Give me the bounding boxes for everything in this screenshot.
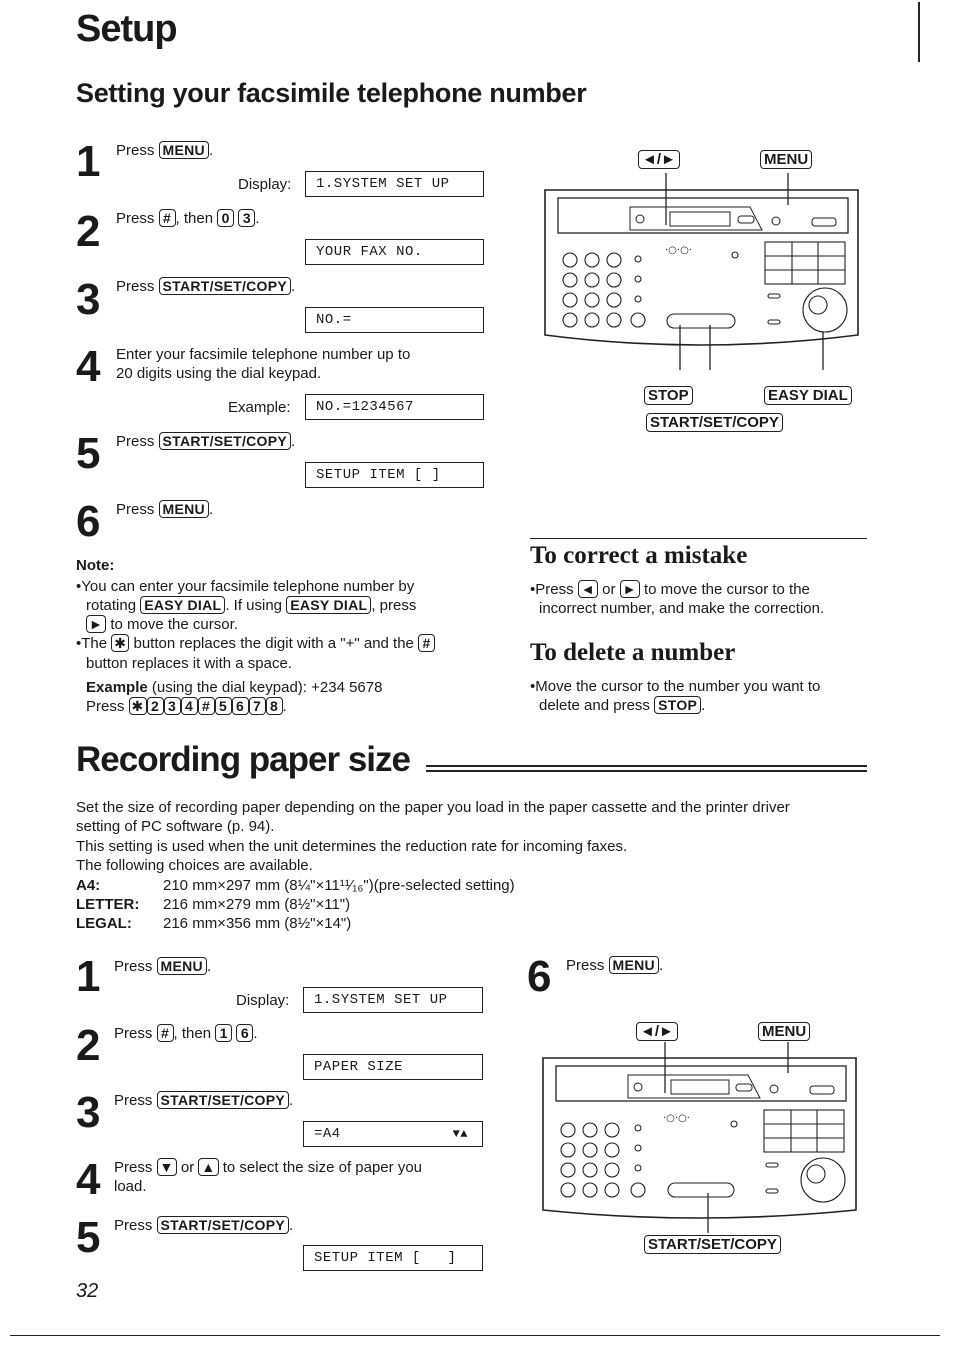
page-title: Setup — [76, 8, 177, 50]
page-number: 32 — [76, 1280, 99, 1302]
lcd-display: 1.SYSTEM SET UP — [303, 987, 483, 1013]
stop-key-label: STOP — [644, 386, 693, 405]
intro-line: The following choices are available. — [76, 857, 313, 874]
lcd-display: SETUP ITEM [ ] — [305, 462, 484, 488]
lcd-display: YOUR FAX NO. — [305, 239, 484, 265]
step-instruction: Press MENU . — [566, 957, 664, 974]
example-key: 8 — [266, 697, 283, 715]
note-bullet-2-line-1: •The ✱ button replaces the digit with a "+" and the # — [76, 634, 435, 653]
step-instruction: Press # , then 1 6 . — [114, 1025, 258, 1042]
menu-key: MENU — [609, 956, 659, 974]
size-value: 216 mm×279 mm (8½"×11") — [163, 896, 351, 913]
note-label: Note: — [76, 557, 115, 574]
example-key: 2 — [147, 697, 164, 715]
step-instruction: Press START/SET/COPY . — [114, 1092, 294, 1109]
left-right-arrow-keys: ◄/► — [638, 150, 680, 169]
svg-text:·○·○·: ·○·○· — [663, 1113, 690, 1124]
example-key: 3 — [164, 697, 181, 715]
step-number: 1 — [76, 137, 101, 186]
start-set-copy-key-label: START/SET/COPY — [644, 1235, 781, 1254]
size-value: 210 mm×297 mm (8¼"×11¹¹⁄₁₆")(pre-selected setting) — [163, 877, 515, 894]
note-bullet-1-line-2: rotating EASY DIAL . If using EASY DIAL , press — [86, 597, 417, 614]
step-instruction: Press # , then 0 3 . — [116, 210, 260, 227]
menu-key-label: MENU — [758, 1022, 810, 1041]
step-instruction-line: 20 digits using the dial keypad. — [116, 365, 322, 382]
size-name: LETTER: — [76, 896, 140, 913]
step-number: 2 — [76, 207, 101, 256]
example-key: # — [198, 697, 215, 715]
easy-dial-key: EASY DIAL — [286, 596, 371, 614]
intro-line: Set the size of recording paper depending on the paper you load in the paper cassette and the printer driver — [76, 799, 790, 816]
intro-line: This setting is used when the unit determines the reduction rate for incoming faxes. — [76, 838, 628, 855]
digit-key: 0 — [217, 209, 234, 227]
digit-key: 3 — [238, 209, 255, 227]
down-arrow-key: ▼ — [157, 1158, 177, 1176]
lcd-display: =A4 ▼▲ — [303, 1121, 483, 1147]
menu-key: MENU — [157, 957, 207, 975]
correct-mistake-heading: To correct a mistake — [530, 542, 748, 569]
delete-number-line-2: delete and press STOP . — [539, 697, 706, 714]
delete-number-line-1: •Move the cursor to the number you want to — [530, 678, 821, 695]
display-label: Display: — [236, 992, 290, 1009]
step-instruction: Press MENU . — [114, 958, 212, 975]
step-number: 6 — [527, 952, 552, 1001]
correct-mistake-line-2: incorrect number, and make the correction. — [539, 600, 825, 617]
example-key: 5 — [215, 697, 232, 715]
size-name: A4: — [76, 877, 101, 894]
easy-dial-key-label: EASY DIAL — [764, 386, 852, 405]
up-arrow-key: ▲ — [198, 1158, 218, 1176]
lcd-display: PAPER SIZE — [303, 1054, 483, 1080]
left-right-arrow-keys: ◄/► — [636, 1022, 678, 1041]
section-divider — [530, 538, 867, 539]
digit-key: 6 — [236, 1024, 253, 1042]
step-number: 4 — [76, 1155, 101, 1204]
intro-line: setting of PC software (p. 94). — [76, 818, 275, 835]
title-double-rule — [426, 765, 867, 772]
example-key: 6 — [232, 697, 249, 715]
stop-key: STOP — [654, 696, 701, 714]
correct-mistake-line-1: •Press ◄ or ► to move the cursor to the — [530, 581, 810, 598]
lcd-display: SETUP ITEM [ ] — [303, 1245, 483, 1271]
step-instruction: Press START/SET/COPY . — [116, 278, 296, 295]
header-margin-rule — [918, 2, 920, 62]
star-key-icon: ✱ — [111, 634, 129, 652]
example-key: 4 — [181, 697, 198, 715]
hash-key-icon: # — [418, 634, 435, 652]
step-instruction-line: load. — [114, 1178, 147, 1195]
menu-key: MENU — [159, 141, 209, 159]
start-set-copy-key: START/SET/COPY — [157, 1091, 290, 1109]
display-label: Display: — [238, 176, 292, 193]
start-set-copy-key-label: START/SET/COPY — [646, 413, 783, 432]
step-instruction: Press START/SET/COPY . — [116, 433, 296, 450]
size-name: LEGAL: — [76, 915, 132, 932]
lcd-up-down-arrows: ▼▲ — [452, 1127, 468, 1141]
example-key: 7 — [249, 697, 266, 715]
note-bullet-1-line-1: •You can enter your facsimile telephone number by — [76, 578, 415, 595]
step-number: 3 — [76, 1088, 101, 1137]
step-number: 2 — [76, 1021, 101, 1070]
step-number: 6 — [76, 497, 101, 546]
left-arrow-key-icon: ◄ — [578, 580, 598, 598]
digit-key: 1 — [215, 1024, 232, 1042]
hash-key: # — [157, 1024, 174, 1042]
lcd-display: 1.SYSTEM SET UP — [305, 171, 484, 197]
right-arrow-key-icon: ► — [86, 615, 106, 633]
step-number: 1 — [76, 952, 101, 1001]
step-instruction: Press START/SET/COPY . — [114, 1217, 294, 1234]
step-instruction-line: Enter your facsimile telephone number up to — [116, 346, 411, 363]
lcd-display: NO.= — [305, 307, 484, 333]
step-number: 5 — [76, 429, 101, 478]
step-number: 3 — [76, 275, 101, 324]
menu-key: MENU — [159, 500, 209, 518]
hash-key: # — [159, 209, 176, 227]
section-title-paper-size: Recording paper size — [76, 740, 410, 779]
fax-machine-panel-illustration — [540, 165, 865, 370]
start-set-copy-key: START/SET/COPY — [159, 432, 292, 450]
footer-rule — [10, 1335, 940, 1336]
svg-text:·○·○·: ·○·○· — [665, 245, 692, 256]
note-bullet-1-line-3: ► to move the cursor. — [86, 615, 238, 634]
example-key: ✱ — [129, 697, 147, 715]
easy-dial-key: EASY DIAL — [140, 596, 225, 614]
note-example-keys: Press ✱ 2 3 4 # 5 6 7 8 . — [86, 698, 287, 715]
delete-number-heading: To delete a number — [530, 639, 736, 666]
lcd-display: NO.=1234567 — [305, 394, 484, 420]
start-set-copy-key: START/SET/COPY — [159, 277, 292, 295]
note-bullet-2-line-2: button replaces it with a space. — [86, 655, 292, 672]
step-number: 4 — [76, 342, 101, 391]
section-title-fax-number: Setting your facsimile telephone number — [76, 78, 587, 108]
size-value: 216 mm×356 mm (8½"×14") — [163, 915, 352, 932]
example-label: Example: — [228, 399, 291, 416]
step-instruction: Press MENU . — [116, 501, 214, 518]
start-set-copy-key: START/SET/COPY — [157, 1216, 290, 1234]
step-number: 5 — [76, 1213, 101, 1262]
menu-key-label: MENU — [760, 150, 812, 169]
step-instruction: Press MENU . — [116, 142, 214, 159]
note-example-line: Example (using the dial keypad): +234 5678 — [86, 679, 383, 696]
step-instruction: Press ▼ or ▲ to select the size of paper you — [114, 1159, 422, 1176]
fax-machine-panel-illustration — [538, 1038, 863, 1233]
right-arrow-key-icon: ► — [620, 580, 640, 598]
